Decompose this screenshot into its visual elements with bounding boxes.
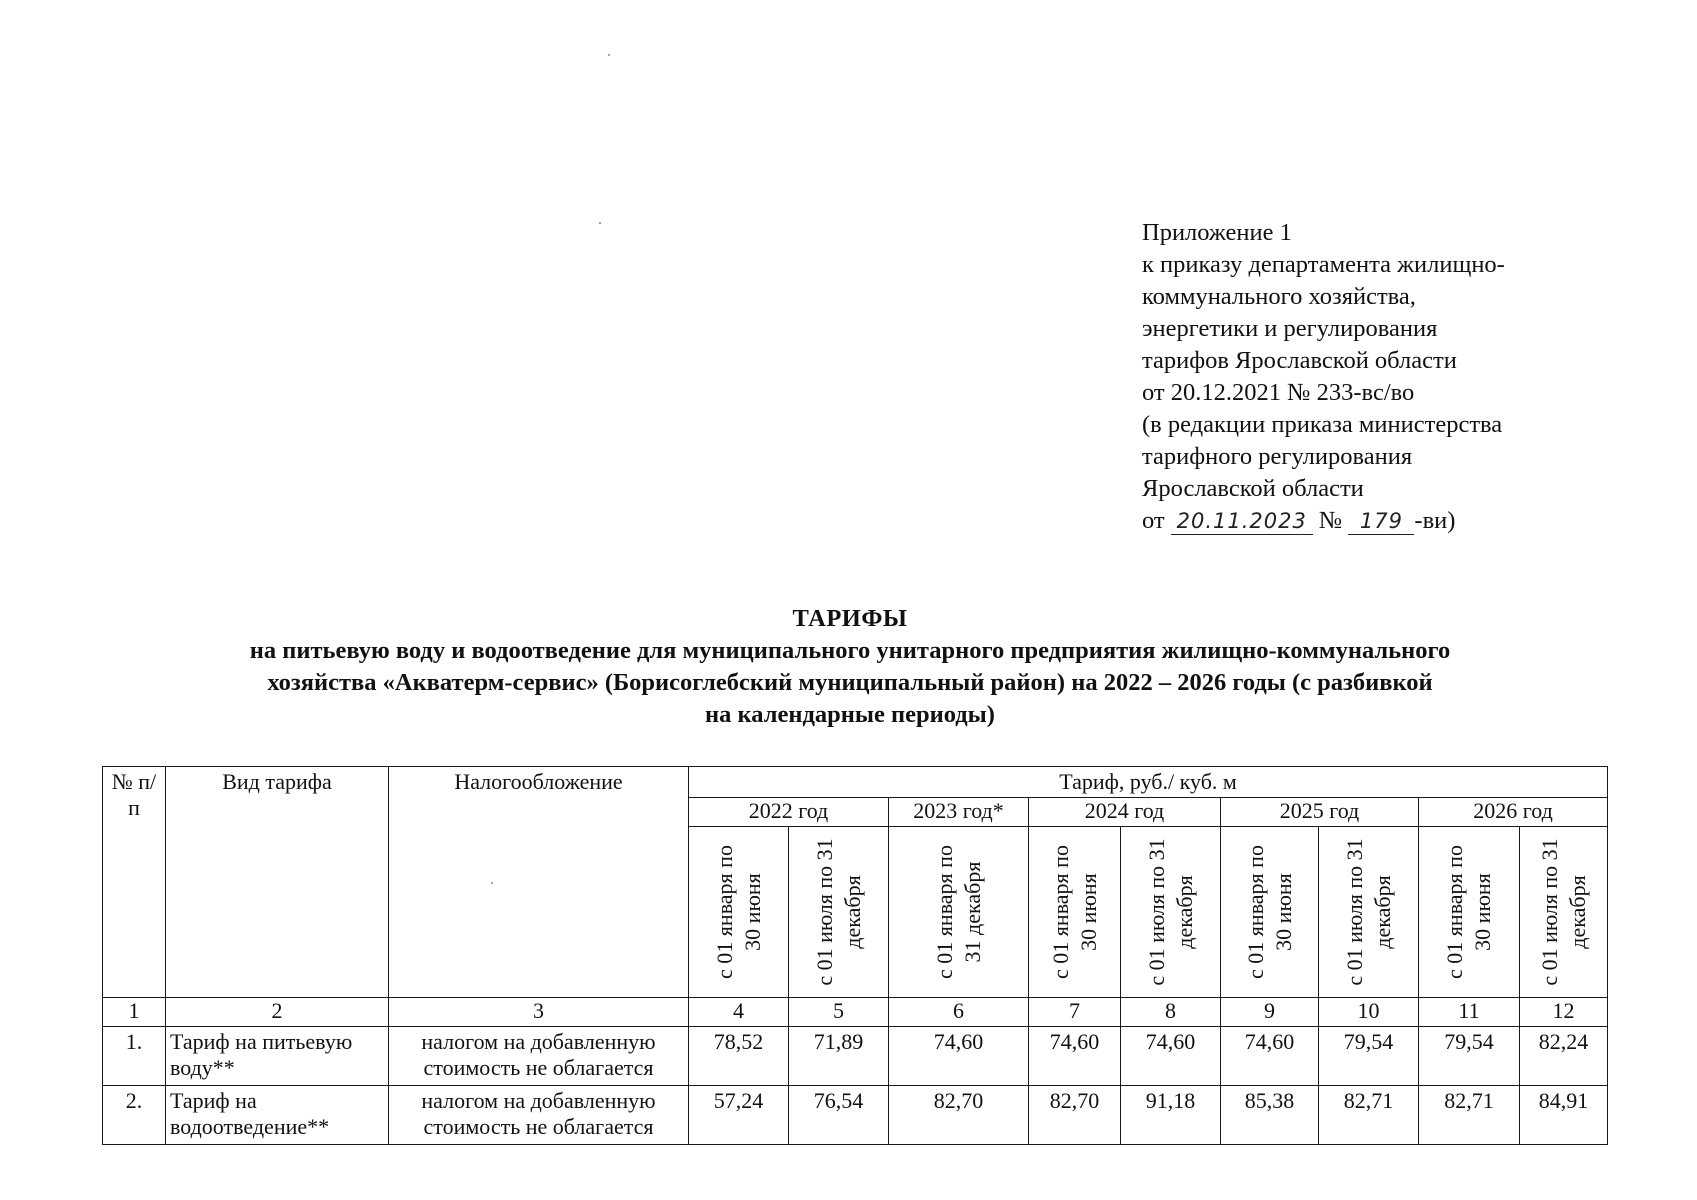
header-period xyxy=(1029,827,1121,998)
number-sign: № xyxy=(1318,507,1343,534)
scan-speck xyxy=(599,222,601,224)
title-line: на питьевую воду и водоотведение для муниципального унитарного предприятия жилищно-коммунального xyxy=(249,637,1451,664)
header-period xyxy=(689,827,789,998)
row-tariff-type: Тариф на водоотведение** xyxy=(166,1086,389,1145)
header-period xyxy=(1419,827,1520,998)
column-number: 1 xyxy=(103,998,166,1027)
appendix-line: Приложение 1 xyxy=(1142,219,1292,246)
tariff-value: 82,71 xyxy=(1319,1086,1419,1145)
tariff-value: 78,52 xyxy=(689,1027,789,1086)
row-taxation: налогом на добавленную стоимость не облагается xyxy=(389,1086,689,1145)
tariff-value: 71,89 xyxy=(789,1027,889,1086)
appendix-line: тарифов Ярославской области xyxy=(1142,347,1457,374)
table-row xyxy=(103,1027,1608,1086)
header-period xyxy=(789,827,889,998)
column-number: 9 xyxy=(1221,998,1319,1027)
title-line: хозяйства «Акватерм-сервис» (Борисоглебский муниципальный район) на 2022 – 2026 годы (с разбивкой xyxy=(267,669,1433,696)
appendix-line: к приказу департамента жилищно- xyxy=(1142,251,1505,278)
header-year: 2023 год* xyxy=(889,798,1029,827)
period-label: с 01 июля по 31 декабря xyxy=(811,838,865,986)
tariff-value: 85,38 xyxy=(1221,1086,1319,1145)
document-title xyxy=(100,603,1600,731)
appendix-block xyxy=(1142,217,1582,537)
tariff-value: 74,60 xyxy=(1221,1027,1319,1086)
tariff-value: 79,54 xyxy=(1319,1027,1419,1086)
title-line: на календарные периоды) xyxy=(705,701,995,728)
tariff-value: 57,24 xyxy=(689,1086,789,1145)
tariff-value: 74,60 xyxy=(889,1027,1029,1086)
row-index: 1. xyxy=(103,1027,166,1086)
header-period xyxy=(889,827,1029,998)
tariff-table xyxy=(102,766,1608,1145)
tariff-value: 76,54 xyxy=(789,1086,889,1145)
appendix-line: (в редакции приказа министерства xyxy=(1142,411,1503,438)
column-number: 4 xyxy=(689,998,789,1027)
header-year: 2022 год xyxy=(689,798,889,827)
row-index: 2. xyxy=(103,1086,166,1145)
column-number: 11 xyxy=(1419,998,1520,1027)
tariff-value: 91,18 xyxy=(1121,1086,1221,1145)
table-row xyxy=(103,1086,1608,1145)
header-period xyxy=(1520,827,1608,998)
period-label: с 01 января по 30 июня xyxy=(1242,845,1296,979)
tariff-value: 82,70 xyxy=(889,1086,1029,1145)
tariff-value: 74,60 xyxy=(1029,1027,1121,1086)
header-number: № п/п xyxy=(103,767,166,998)
tariff-value: 82,24 xyxy=(1520,1027,1608,1086)
header-tariff-type: Вид тарифа xyxy=(166,767,389,998)
tariff-value: 74,60 xyxy=(1121,1027,1221,1086)
column-number: 3 xyxy=(389,998,689,1027)
column-number-row xyxy=(103,998,1608,1027)
column-number: 10 xyxy=(1319,998,1419,1027)
row-taxation: налогом на добавленную стоимость не облагается xyxy=(389,1027,689,1086)
header-period xyxy=(1319,827,1419,998)
appendix-line: тарифного регулирования xyxy=(1142,443,1413,470)
column-number: 2 xyxy=(166,998,389,1027)
appendix-line: энергетики и регулирования xyxy=(1142,315,1438,342)
title-heading: ТАРИФЫ xyxy=(792,605,908,632)
handwritten-date: 20.11.2023 xyxy=(1171,508,1313,535)
appendix-line: Ярославской области xyxy=(1142,475,1364,502)
handwritten-number: 179 xyxy=(1348,508,1414,535)
tariff-value: 84,91 xyxy=(1520,1086,1608,1145)
column-number: 5 xyxy=(789,998,889,1027)
row-tariff-type: Тариф на питьевую воду** xyxy=(166,1027,389,1086)
appendix-suffix: -ви) xyxy=(1414,507,1456,534)
header-taxation: Налогообложение xyxy=(389,767,689,998)
header-year: 2024 год xyxy=(1029,798,1221,827)
period-label: с 01 января по 30 июня xyxy=(711,845,765,979)
period-label: с 01 июля по 31 декабря xyxy=(1341,838,1395,986)
tariff-value: 82,71 xyxy=(1419,1086,1520,1145)
column-number: 6 xyxy=(889,998,1029,1027)
column-number: 8 xyxy=(1121,998,1221,1027)
period-label: с 01 января по 30 июня xyxy=(1442,845,1495,979)
header-period xyxy=(1121,827,1221,998)
appendix-from-label: от xyxy=(1142,507,1165,534)
period-label: с 01 января по 31 декабря xyxy=(931,845,985,979)
appendix-line: от 20.12.2021 № 233-вс/во xyxy=(1142,379,1415,406)
column-number: 12 xyxy=(1520,998,1608,1027)
period-label: с 01 июля по 31 декабря xyxy=(1143,838,1197,986)
column-number: 7 xyxy=(1029,998,1121,1027)
tariff-value: 82,70 xyxy=(1029,1086,1121,1145)
header-year: 2026 год xyxy=(1419,798,1608,827)
appendix-line: коммунального хозяйства, xyxy=(1142,283,1416,310)
header-tariff: Тариф, руб./ куб. м xyxy=(689,767,1608,798)
tariff-value: 79,54 xyxy=(1419,1027,1520,1086)
header-period xyxy=(1221,827,1319,998)
period-label: с 01 июля по 31 декабря xyxy=(1536,838,1590,986)
period-label: с 01 января по 30 июня xyxy=(1047,845,1101,979)
header-year: 2025 год xyxy=(1221,798,1419,827)
appendix-signature-line xyxy=(1142,505,1582,537)
scan-speck xyxy=(608,54,610,56)
